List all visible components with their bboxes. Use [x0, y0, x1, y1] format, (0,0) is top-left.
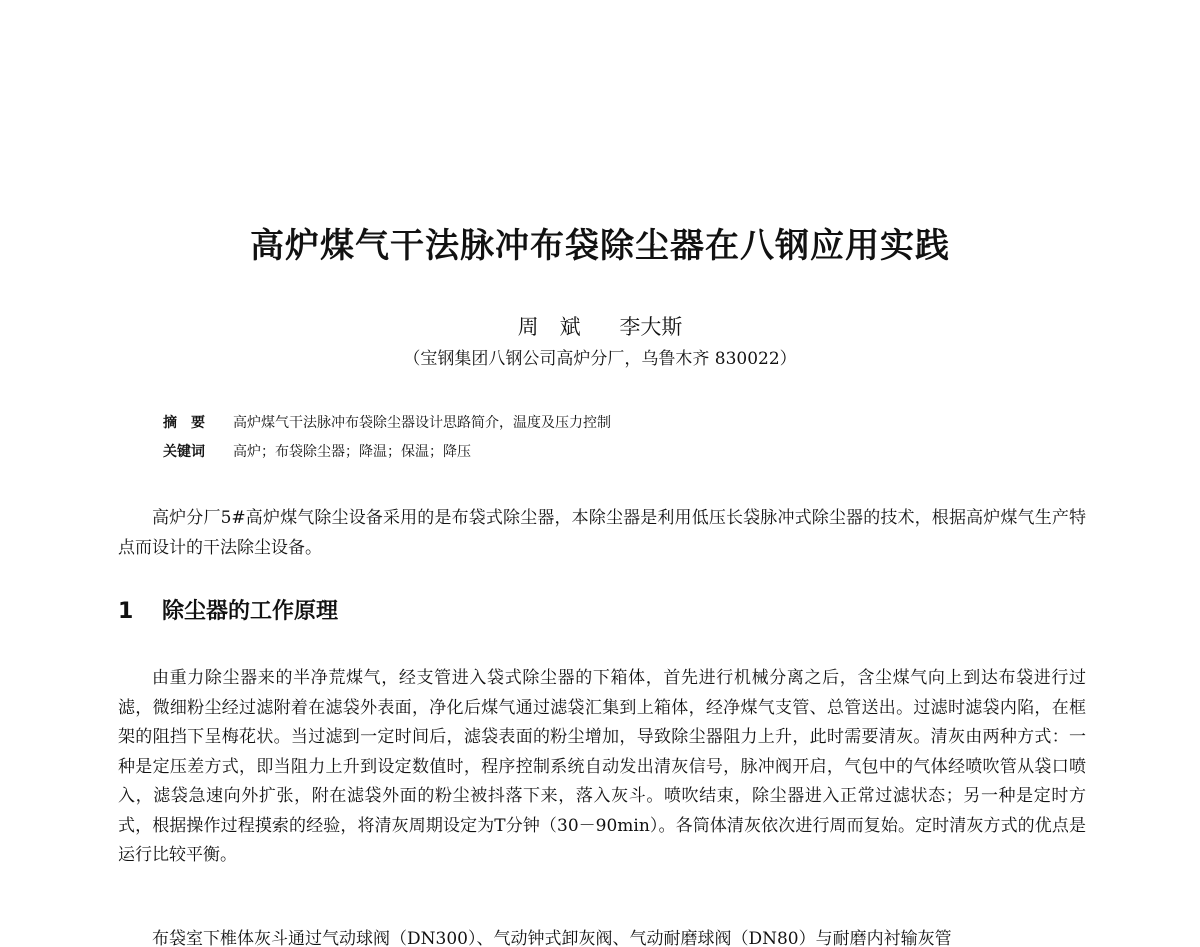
abstract-label: 摘 要	[163, 415, 205, 431]
author-line	[0, 313, 1200, 341]
section-body-block-continued	[118, 925, 1086, 947]
body-paragraph: 由重力除尘器来的半净荒煤气，经支管进入袋式除尘器的下箱体，首先进行机械分离之后，含尘煤气向上到达布袋进行过滤，微细粉尘经过滤附着在滤袋外表面，净化后煤气通过滤袋汇集到上箱体，经净煤气支管、总管送出。过滤时滤袋内陷，在框架的阻挡下呈梅花状。当过滤到一定时间后，滤袋表面的粉尘增加，导致除尘器阻力上升，此时需要清灰。清灰由两种方式：一种是定压差方式，即当阻力上升到设定数值时，程序控制系统自动发出清灰信号，脉冲阀开启，气包中的气体经喷吹管从袋口喷入，滤袋急速向外扩张，附在滤袋外面的粉尘被抖落下来，落入灰斗。喷吹结束，除尘器进入正常过滤状态；另一种是定时方式，根据操作过程摸索的经验，将清灰周期设定为T分钟（30－90min）。各筒体清灰依次进行周而复始。定时清灰方式的优点是运行比较平衡。	[118, 668, 1086, 865]
author-affiliation: （宝钢集团八钢公司高炉分厂，乌鲁木齐 830022）	[403, 349, 797, 369]
paper-title: 高炉煤气干法脉冲布袋除尘器在八钢应用实践	[250, 226, 950, 266]
section-body-block	[118, 664, 1086, 871]
abstract-text: 高炉煤气干法脉冲布袋除尘器设计思路简介，温度及压力控制	[233, 415, 611, 431]
keywords-label: 关键词	[163, 444, 205, 460]
author-name: 李大斯	[619, 315, 683, 339]
author-name: 周 斌	[517, 315, 581, 339]
section-heading	[118, 596, 338, 628]
body-paragraph: 布袋室下椎体灰斗通过气动球阀（DN300）、气动钟式卸灰阀、气动耐磨球阀（DN80）与耐磨内衬输灰管	[152, 929, 952, 947]
intro-paragraph: 高炉分厂5#高炉煤气除尘设备采用的是布袋式除尘器，本除尘器是利用低压长袋脉冲式除尘器的技术，根据高炉煤气生产特点而设计的干法除尘设备。	[118, 508, 1086, 558]
abstract-block	[163, 413, 611, 433]
section-title: 除尘器的工作原理	[162, 599, 339, 624]
section-number: 1	[118, 599, 134, 624]
keywords-block	[163, 442, 471, 462]
keywords-text: 高炉；布袋除尘器；降温；保温；降压	[233, 444, 471, 460]
intro-paragraph-block	[118, 504, 1086, 563]
